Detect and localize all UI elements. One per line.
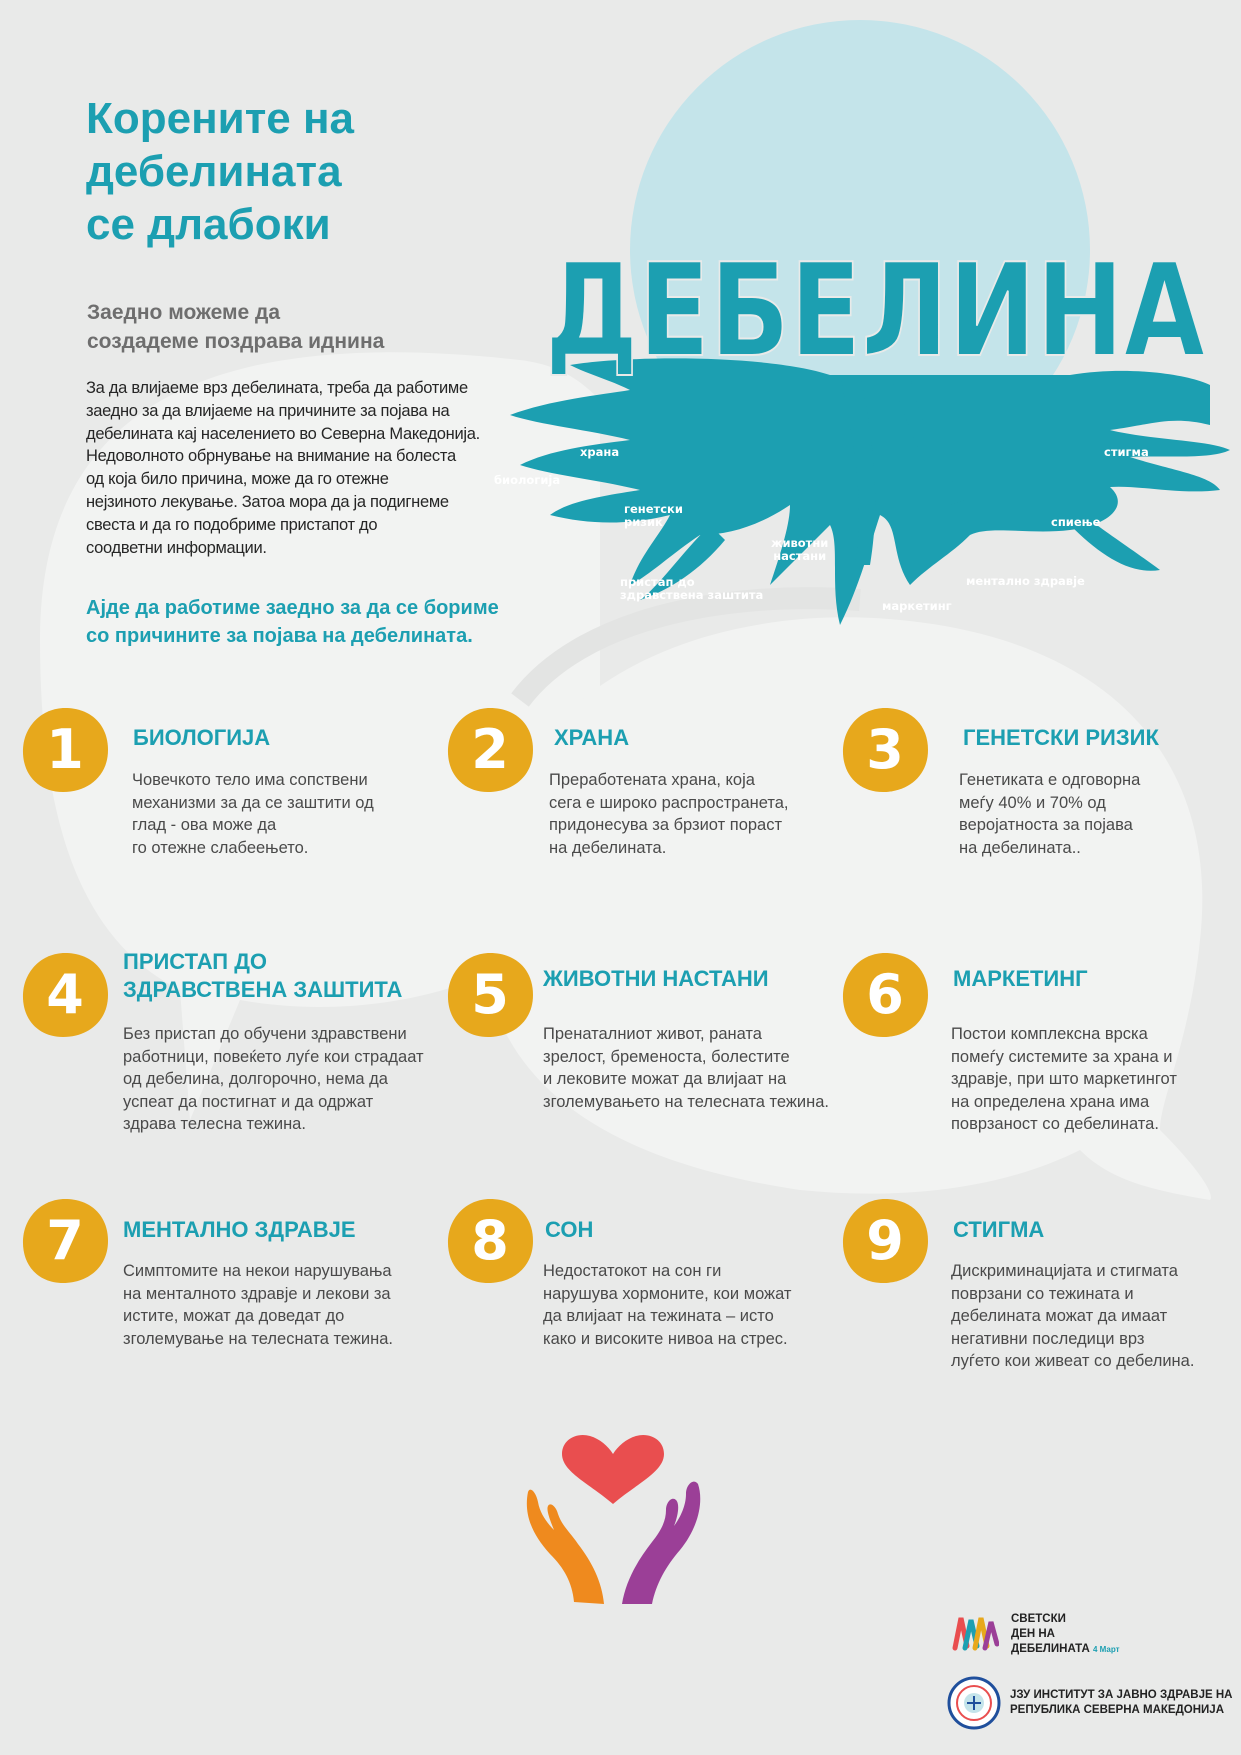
factor-title-line: СТИГМА (953, 1217, 1045, 1242)
intro-paragraph (86, 377, 486, 559)
factor-title (545, 1216, 593, 1244)
cta-line: со причините за појава на дебелината. (86, 625, 473, 647)
factor-body-line: зголемувањето на телесната тежина. (543, 1092, 830, 1111)
institute-name (1010, 1688, 1232, 1718)
root-label-zivotni (771, 537, 828, 563)
factor-body-line: успеат да постигнат и да одржат (123, 1092, 374, 1111)
factor-body-line: Генетиката е одговорна (959, 771, 1141, 789)
left-hand-shape (527, 1490, 604, 1604)
factor-title-line: ЗДРАВСТВЕНА ЗАШТИТА (123, 977, 403, 1002)
intro-line: Недоволното обрнување на внимание на болеста (86, 447, 456, 466)
root-label-line: здравствена заштита (620, 588, 764, 602)
factor-body-line: веројатноста за појава (959, 816, 1133, 834)
factor-title (543, 965, 769, 993)
logo-line (1011, 1642, 1120, 1657)
root-label-mentalno: ментално здравје (966, 574, 1085, 588)
factor-number: 5 (471, 963, 509, 1026)
factor-title-line: ПРИСТАП ДО (123, 949, 267, 974)
heart-shape (562, 1435, 664, 1504)
factor-body-line: на определена храна има (951, 1092, 1150, 1111)
logo-line: РЕПУБЛИКА СЕВЕРНА МАКЕДОНИЈА (1010, 1704, 1225, 1716)
root-label-pristap (620, 576, 763, 602)
heart-hands-icon (520, 1432, 706, 1612)
factor-number-badge (840, 951, 930, 1039)
factor-title (953, 965, 1088, 993)
world-obesity-day-text (1011, 1612, 1120, 1657)
factor-title (123, 948, 402, 1004)
call-to-action (86, 594, 499, 650)
factor-number-badge (20, 706, 110, 794)
factor-number-badge (445, 706, 535, 794)
factor-body-line: од дебелина, долгорочно, нема да (123, 1070, 388, 1088)
factor-number: 6 (866, 963, 904, 1026)
factor-body-line: на дебелината. (549, 838, 667, 857)
intro-line: нејзиното лекување. Затоа мора да ја подигнеме (86, 492, 449, 511)
logo-line: ЈЗУ ИНСТИТУТ ЗА ЈАВНО ЗДРАВЈЕ НА (1010, 1689, 1233, 1701)
intro-line: свеста и да го подобриме пристапот до (86, 515, 378, 534)
factor-number-badge (20, 1197, 110, 1285)
factor-body-line: Дискриминацијата и стигмата (951, 1262, 1178, 1280)
factor-body-line: поврзани со тежината и (951, 1284, 1134, 1303)
factor-number-badge (445, 951, 535, 1039)
root-label-line: пристап до (620, 575, 695, 589)
cta-line: Ајде да работиме заедно за да се бориме (86, 597, 499, 619)
factor-title-line: ЖИВОТНИ НАСТАНИ (543, 966, 769, 991)
factor-body-line: здравје, при што маркетингот (951, 1070, 1177, 1088)
factor-body-line: Постои комплексна врска (951, 1025, 1148, 1043)
logo-line-text: ДЕБЕЛИНАТА (1011, 1643, 1090, 1655)
factor-body-line: зголемување на телесната тежина. (123, 1329, 394, 1348)
title-line: Корените на (86, 94, 354, 143)
root-label-line: животни (771, 536, 829, 550)
factor-number-badge (840, 1197, 930, 1285)
factor-body (549, 769, 789, 859)
factor-body-line: Без пристап до обучени здравствени (123, 1025, 407, 1043)
factor-body-line: здрава телесна тежина. (123, 1115, 306, 1133)
intro-line: За да влијаеме врз дебелината, треба да работиме (86, 379, 468, 397)
factor-title-line: БИОЛОГИЈА (133, 725, 271, 750)
factor-body-line: Недостатокот на сон ги (543, 1262, 722, 1280)
factor-body-line: на менталното здравје и лекови за (123, 1284, 391, 1303)
logo-line: ДЕН НА (1011, 1628, 1055, 1640)
factor-title-line: ХРАНА (554, 725, 630, 750)
intro-line: заедно за да влијаеме на причините за појава на (86, 401, 450, 420)
factor-body-line: меѓу 40% и 70% од (959, 793, 1106, 812)
root-label-genetski (624, 503, 683, 529)
intro-line: од која било причина, може да го отежне (86, 470, 389, 489)
factor-title-line: МАРКЕТИНГ (953, 966, 1088, 991)
factor-body (123, 1260, 393, 1350)
factor-body (543, 1023, 829, 1113)
root-label-marketing: маркетинг (882, 599, 952, 613)
obesity-word: ДЕБЕЛИНА (545, 237, 1205, 386)
page-title (86, 92, 354, 251)
factor-title (953, 1216, 1044, 1244)
factor-title-line: МЕНТАЛНО ЗДРАВЈЕ (123, 1217, 356, 1242)
factor-title (133, 724, 270, 752)
factor-number-badge (840, 706, 930, 794)
factor-body-line: нарушува хормоните, кои можат (543, 1284, 792, 1303)
title-line: се длабоки (86, 200, 331, 249)
factor-body-line: како и високите нивоа на стрес. (543, 1329, 788, 1348)
factor-body-line: дебелината можат да имаат (951, 1307, 1168, 1325)
factor-body-line: негативни последици врз (951, 1329, 1145, 1348)
subtitle-line: создадеме поздрава иднина (87, 330, 385, 353)
world-obesity-day-logo-icon (951, 1610, 999, 1656)
logo-line: СВЕТСКИ (1011, 1613, 1066, 1625)
factor-body (543, 1260, 791, 1350)
page-subtitle (87, 298, 384, 356)
factor-title (123, 1216, 356, 1244)
factor-body-line: на дебелината.. (959, 838, 1081, 857)
factor-number: 8 (471, 1209, 509, 1272)
factor-title (554, 724, 629, 752)
factor-body-line: механизми за да се заштити од (132, 793, 374, 812)
root-label-biologija: биологија (494, 473, 561, 487)
title-line: дебелината (86, 147, 342, 196)
factor-body (123, 1023, 424, 1136)
factor-body-line: истите, можат да доведат до (123, 1307, 345, 1325)
factor-body (132, 769, 374, 859)
factor-body-line: и лековите можат да влијаат на (543, 1070, 787, 1088)
root-label-line: ризик (624, 515, 663, 529)
root-label-stigma: стигма (1104, 445, 1149, 459)
factor-number: 1 (46, 718, 84, 781)
factor-number: 4 (46, 963, 84, 1026)
factor-number: 2 (471, 718, 509, 781)
intro-line: дебелината кај населението во Северна Македонија. (86, 424, 480, 443)
right-hand-shape (622, 1482, 700, 1604)
factor-number: 9 (866, 1209, 904, 1272)
factor-title (963, 724, 1159, 752)
factor-body-line: луѓето кои живеат со дебелина. (951, 1352, 1195, 1370)
factor-body-line: Пренаталниот живот, раната (543, 1025, 762, 1043)
factor-body-line: зрелост, бременоста, болестите (543, 1047, 790, 1066)
root-label-line: генетски (624, 502, 683, 516)
factor-number-badge (20, 951, 110, 1039)
factor-body-line: помеѓу системите за храна и (951, 1047, 1173, 1066)
factor-body-line: Човечкото тело има сопствени (132, 771, 368, 789)
factor-body-line: поврзаност со дебелината. (951, 1115, 1159, 1133)
root-label-spienje: спиење (1051, 515, 1101, 529)
institute-seal-icon (947, 1676, 1001, 1730)
world-day-date: 4 Март (1092, 1645, 1120, 1654)
subtitle-line: Заедно можеме да (87, 301, 281, 324)
factor-number-badge (445, 1197, 535, 1285)
factor-number: 7 (46, 1209, 84, 1272)
factor-body (951, 1260, 1194, 1373)
factor-body-line: Преработената храна, која (549, 771, 755, 789)
factor-body-line: сега е широко распространета, (549, 793, 789, 812)
root-label-line: настани (773, 549, 827, 563)
factor-body-line: придонесува за брзиот пораст (549, 816, 783, 834)
factor-title-line: ГЕНЕТСКИ РИЗИК (963, 725, 1159, 750)
roots-shape (510, 358, 1230, 625)
factor-title-line: СОН (545, 1217, 594, 1242)
factor-body-line: работници, повеќето луѓе кои страдаат (123, 1047, 424, 1066)
intro-line: соодветни информации. (86, 538, 267, 557)
root-label-hrana: храна (580, 445, 620, 459)
factor-body-line: глад - ова може да (132, 816, 277, 834)
factor-number: 3 (866, 718, 904, 781)
factor-body-line: Симптомите на некои нарушувања (123, 1262, 392, 1280)
factor-body-line: го отежне слабеењето. (132, 838, 309, 857)
factor-body (959, 769, 1140, 859)
factor-body-line: да влијаат на тежината – исто (543, 1307, 774, 1325)
factor-body (951, 1023, 1177, 1136)
